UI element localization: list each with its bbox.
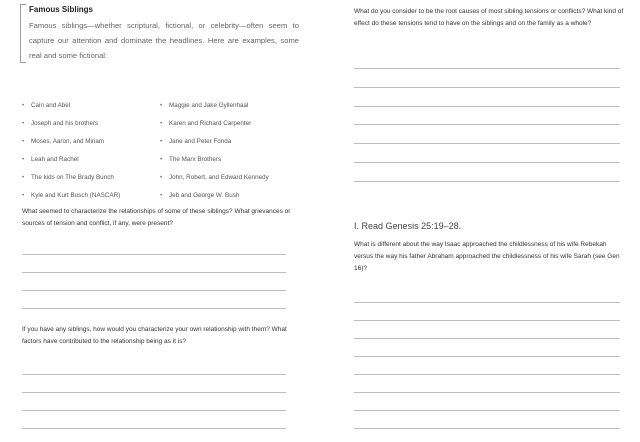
sidebar-body: Famous siblings—whether scriptural, fictional, or celebrity—often seem to capture our attention and dominate the headlines. Here are examples, some real and some fictional: — [29, 21, 299, 60]
answer-line[interactable] — [22, 428, 286, 429]
bullet-icon: • — [160, 174, 163, 181]
answer-line[interactable] — [354, 106, 620, 107]
answer-line[interactable] — [354, 356, 620, 357]
answer-line[interactable] — [22, 272, 286, 273]
bullet-icon: • — [160, 138, 163, 145]
answer-line[interactable] — [354, 302, 620, 303]
list-item: • Karen and Richard Carpenter — [160, 115, 300, 133]
question-sibling-relationships: What seemed to characterize the relationships of some of these siblings? What grievances or sources of tension and conflict, if any, were present? — [22, 208, 291, 227]
answer-line[interactable] — [354, 87, 620, 88]
answer-line[interactable] — [354, 162, 620, 163]
answer-line[interactable] — [354, 124, 620, 125]
answer-line[interactable] — [354, 338, 620, 339]
answer-line[interactable] — [22, 374, 286, 375]
list-item: • Jeb and George W. Bush — [160, 187, 300, 205]
bullet-icon: • — [22, 156, 25, 163]
answer-line[interactable] — [354, 428, 620, 429]
answer-line[interactable] — [22, 290, 286, 291]
examples-list — [22, 97, 302, 205]
list-item: • Joseph and his brothers — [22, 115, 160, 133]
list-item: • Kyle and Kurt Busch (NASCAR) — [22, 187, 160, 205]
section-label: I. Read — [354, 221, 384, 231]
answer-line[interactable] — [354, 143, 620, 144]
famous-siblings-sidebar — [20, 4, 299, 63]
question-own-siblings: If you have any siblings, how would you characterize your own relationship with them? What factors have contributed to the relationship being as it is? — [22, 326, 287, 345]
answer-line[interactable] — [22, 308, 286, 309]
answer-line[interactable] — [354, 181, 620, 182]
bullet-icon: • — [160, 120, 163, 127]
bullet-icon: • — [160, 156, 163, 163]
list-item: • The Marx Brothers — [160, 151, 300, 169]
list-item: • Leah and Rachel — [22, 151, 160, 169]
list-item: • Cain and Abel — [22, 97, 160, 115]
answer-line[interactable] — [22, 254, 286, 255]
answer-line[interactable] — [354, 320, 620, 321]
bullet-icon: • — [22, 174, 25, 181]
list-item: • Moses, Aaron, and Miriam — [22, 133, 160, 151]
answer-line[interactable] — [22, 410, 286, 411]
list-item: • John, Robert, and Edward Kennedy — [160, 169, 300, 187]
bullet-icon: • — [22, 102, 25, 109]
answer-line[interactable] — [354, 68, 620, 69]
scripture-reference: Genesis 25:19–28. — [385, 221, 462, 231]
answer-line[interactable] — [354, 392, 620, 393]
list-item: • The kids on The Brady Bunch — [22, 169, 160, 187]
sidebar-title: Famous Siblings — [29, 5, 94, 14]
bullet-icon: • — [22, 120, 25, 127]
answer-line[interactable] — [22, 392, 286, 393]
bullet-icon: • — [160, 102, 163, 109]
question-root-causes: What do you consider to be the root causes of most sibling tensions or conflicts? What kind of effect do these tensions tend to have on the siblings and on the family as a whole? — [354, 8, 624, 27]
bullet-icon: • — [22, 192, 25, 199]
list-item: • Jane and Peter Fonda — [160, 133, 300, 151]
section-heading — [354, 220, 624, 232]
bullet-icon: • — [22, 138, 25, 145]
list-item: • Maggie and Jake Gyllenhaal — [160, 97, 300, 115]
bullet-icon: • — [160, 192, 163, 199]
answer-line[interactable] — [354, 374, 620, 375]
answer-line[interactable] — [354, 410, 620, 411]
question-isaac-abraham: What is different about the way Isaac approached the childlessness of his wife Rebekah versus the way his father Abraham approached the childlessness of his wife Sarah (see Gen 16)? — [354, 241, 620, 272]
